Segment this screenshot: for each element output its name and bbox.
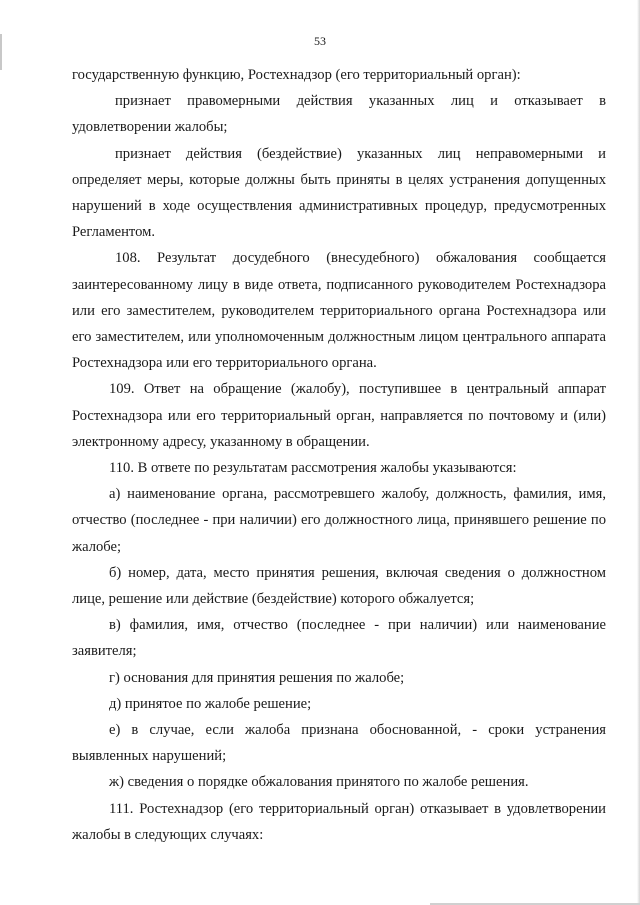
list-item-g: г) основания для принятия решения по жалобе; [109, 669, 405, 686]
paragraph-item: признает правомерными действия указанных лиц и отказывает в удовлетворении жалобы; [72, 93, 606, 136]
list-item-a: а) наименование органа, рассмотревшего жалобу, должность, фамилия, имя, отчество (последнее - при наличии) его должностного лица, принявшего решение по жалобе; [72, 486, 606, 555]
document-body [72, 62, 606, 848]
paragraph-108: 108. Результат досудебного (внесудебного) обжалования сообщается заинтересованному лицу в виде ответа, подписанного руководителем Ростехнадзора или его заместителем, руководителем территориального органа Ростехнадзора или его заместителем, или уполномоченным должностным лицом центрального аппарата Ростехнадзора или его территориального органа. [72, 250, 606, 372]
list-item-zh: ж) сведения о порядке обжалования принятого по жалобе решения. [109, 774, 529, 791]
paragraph-continuation: государственную функцию, Ростехнадзор (его территориальный орган): [72, 67, 521, 83]
paragraph-110: 110. В ответе по результатам рассмотрения жалобы указываются: [109, 460, 517, 477]
paragraph-item: признает действия (бездействие) указанных лиц неправомерными и определяет меры, которые должны быть приняты в целях устранения допущенных нарушений в ходе осуществления административных процедур, предусмотренных Регламентом. [72, 145, 606, 241]
list-item-e: е) в случае, если жалоба признана обоснованной, - сроки устранения выявленных нарушений; [72, 722, 606, 765]
paragraph-111: 111. Ростехнадзор (его территориальный орган) отказывает в удовлетворении жалобы в следующих случаях: [72, 800, 606, 843]
paragraph-109: 109. Ответ на обращение (жалобу), поступившее в центральный аппарат Ростехнадзора или его территориальный орган, направляется по почтовому и (или) электронному адресу, указанному в обращении. [72, 381, 606, 450]
list-item-d: д) принятое по жалобе решение; [109, 695, 312, 712]
list-item-v: в) фамилия, имя, отчество (последнее - при наличии) или наименование заявителя; [72, 617, 606, 660]
page-number: 53 [314, 34, 326, 48]
list-item-b: б) номер, дата, место принятия решения, включая сведения о должностном лице, решение или действие (бездействие) которого обжалуется; [72, 564, 606, 608]
